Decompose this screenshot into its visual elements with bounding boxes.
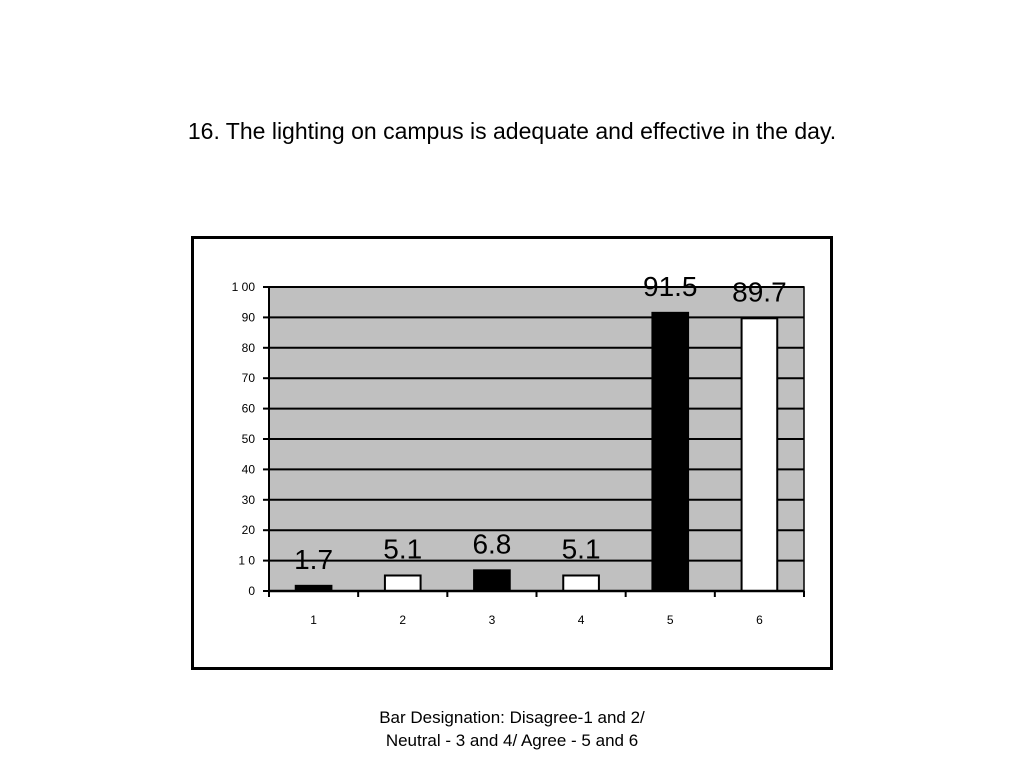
y-tick-label: 40 <box>241 462 255 477</box>
bar-4 <box>563 575 599 591</box>
y-tick-label: 0 <box>248 584 255 598</box>
y-tick-label: 70 <box>241 371 255 386</box>
data-label: 5.1 <box>383 533 423 565</box>
bar-designation-caption: Bar Designation: Disagree-1 and 2/ Neutral - 3 and 4/ Agree - 5 and 6 <box>379 708 645 750</box>
x-tick-label: 2 <box>399 613 407 627</box>
x-tick-label: 1 <box>310 613 317 627</box>
y-tick-label: 80 <box>241 340 255 355</box>
x-tick-label: 6 <box>756 613 763 627</box>
data-label: 5.1 <box>561 533 601 565</box>
bar-6 <box>742 318 778 591</box>
x-tick-label: 3 <box>488 613 496 627</box>
bar-5 <box>652 313 688 591</box>
data-label: 89.7 <box>732 276 787 308</box>
bar-2 <box>385 575 421 591</box>
slide-title: 16. The lighting on campus is adequate and effective in the day. <box>187 118 837 144</box>
y-tick-label: 50 <box>241 432 255 446</box>
bar-3 <box>474 570 510 591</box>
x-tick-label: 4 <box>577 613 585 627</box>
bar-chart <box>194 239 830 667</box>
y-tick-label: 30 <box>241 492 255 507</box>
data-label: 6.8 <box>472 528 512 560</box>
y-tick-label: 1 00 <box>231 280 255 294</box>
data-label: 1.7 <box>294 543 334 575</box>
x-tick-label: 5 <box>666 613 674 627</box>
chart-frame <box>191 236 833 670</box>
data-label: 91.5 <box>643 270 698 302</box>
y-tick-label: 60 <box>241 401 255 416</box>
y-tick-label: 20 <box>241 523 255 538</box>
y-tick-label: 1 0 <box>238 553 255 568</box>
y-tick-label: 90 <box>241 310 255 325</box>
